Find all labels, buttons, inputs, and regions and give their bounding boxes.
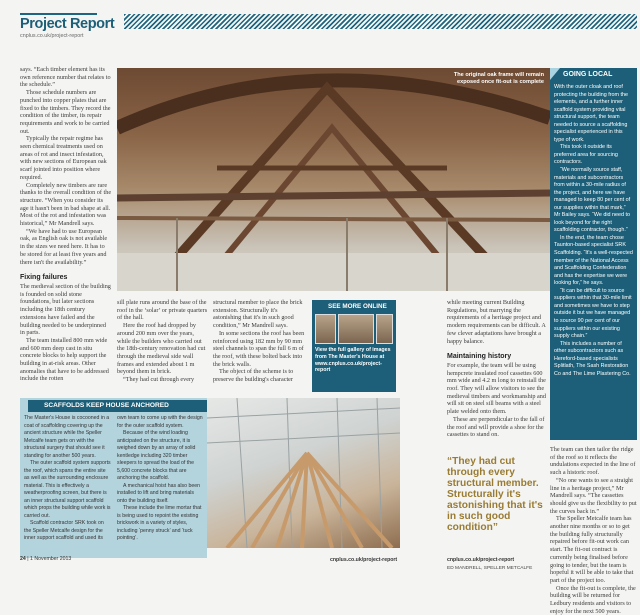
paragraph: Those schedule numbers are punched into copper plates that are fixed to the timbers. They record the condition of the timber, its repair requirements and work to be carried out. bbox=[20, 89, 111, 135]
scaffold-roof-photo bbox=[207, 398, 400, 548]
paragraph: own team to come up with the design for the outer scaffold system. bbox=[117, 415, 203, 429]
paragraph: The Master's House is cocooned in a coat of scaffolding covering up the ancient structure while the Speller Metcalfe team gets on with the structural surgery that should see it standing for another 500 years. bbox=[24, 415, 110, 459]
footer-url-left[interactable]: cnplus.co.uk/project-report bbox=[330, 557, 398, 563]
paragraph: This took it outside its preferred area for sourcing contractors. bbox=[554, 144, 618, 166]
paragraph: For example, the team will be using hempcrete insulated roof cassettes 600 mm wide and 4.2 m long to reinstall the roof. They will allow visitors to see the medieval timbers and workmanship and will sit on steel sill beams with a steel plate welded onto them. bbox=[447, 361, 546, 416]
gallery-thumbnail[interactable] bbox=[376, 314, 393, 344]
paragraph: These are perpendicular to the fall of the roof and will provide a shoe for the cassettes to stand on. bbox=[447, 415, 545, 439]
roof-timbers-illustration bbox=[117, 68, 550, 291]
scaffolds-title: SCAFFOLDS KEEP HOUSE ANCHORED bbox=[28, 400, 228, 412]
footer-separator: | bbox=[25, 556, 31, 562]
paragraph: “They had cut through every bbox=[123, 376, 195, 384]
paragraph: The outer scaffold system supports the roof, which spans the entire site as well as the surrounding enclosure material. This is effectively a weatherproofing screen, but there is an inner structural support scaffold which props the building while work is carried out. bbox=[24, 460, 111, 519]
scaffolds-sidebar bbox=[20, 398, 207, 558]
going-local-sidebar bbox=[550, 68, 637, 440]
column-5 bbox=[550, 446, 637, 615]
see-more-text: View the full gallery of images from The Master's House at bbox=[315, 347, 391, 360]
header-hatch-bar bbox=[124, 14, 637, 29]
paragraph: These include the lime mortar that is being used to repoint the existing brickwork in a variety of styles, including ‘penny struck’ and ‘tuck pointing’. bbox=[117, 505, 202, 541]
photo-caption: The original oak frame will remain exposed once fit-out is complete bbox=[453, 72, 544, 85]
section-title: Project Report bbox=[20, 16, 115, 32]
paragraph: while meeting current Building Regulations, but marrying the requirements of a heritage project and modern requirements can be difficult. A few clever adaptations have brought a happy balance. bbox=[447, 299, 546, 345]
paragraph: “We have had to use European oak, as English oak is not available in the sizes we need here. It has to be stored for at least five years and there isn't the availability.” bbox=[20, 227, 108, 266]
see-more-title: SEE MORE ONLINE bbox=[328, 303, 387, 310]
paragraph: says. “Each timber element has its own reference number that relates to the schedule.” bbox=[20, 66, 111, 89]
gallery-thumbnail[interactable] bbox=[315, 314, 336, 344]
paragraph: Typically the repair regime has seen chemical treatments used on areas of rot and insect infestation, with new sections of European oak scarf jointed into position where required. bbox=[20, 135, 107, 181]
going-local-title: GOING LOCAL bbox=[563, 71, 613, 78]
paragraph: The object of the scheme is to preserve the building's character bbox=[213, 368, 294, 384]
paragraph: Once the fit-out is complete, the building will be returned for Ledbury residents and visitors to enjoy for the next 500 years. bbox=[550, 584, 636, 615]
paragraph: sill plate runs around the base of the roof in the ‘solar’ or private quarters of the hall. bbox=[117, 299, 208, 322]
paragraph: This includes a number of other subcontractors such as Hereford-based specialists Splitlath, The Sash Restoration Co and The Lime Plastering Co. bbox=[554, 340, 631, 377]
page-footer-folio bbox=[20, 556, 71, 562]
paragraph: “We normally source staff, materials and subcontractors from within a 30-mile radius of the project, and here we have managed to keep 80 per cent of our supplies within that mark,” Mr Bailey says. “We did need to look beyond for the right scaffolding contractor, though.” bbox=[554, 167, 631, 234]
paragraph: Scaffold contractor SRK took on the Speller Metcalfe design for the inner support scaffold and used its bbox=[24, 520, 104, 541]
column-1 bbox=[20, 66, 112, 383]
scaffolds-column-2 bbox=[117, 415, 205, 543]
sidebar-corner-tab bbox=[550, 68, 560, 80]
paragraph: Completely new timbers are rare thanks to the overall condition of the structure. “When you consider its age it hasn't been in bad shape at all. Most of the rot and infestation was historical,” Mr Mandrell says. bbox=[20, 181, 112, 228]
see-more-online-box[interactable] bbox=[312, 300, 396, 392]
paragraph: structural member to place the brick extension. Structurally it's astonishing that it's in such good condition,” Mr Mandrell says. bbox=[213, 299, 303, 330]
paragraph: Here the roof had dropped by around 200 mm over the years, while the builders who carried out the 18th-century renovation had cut through the medieval side wall frames and extended about 1 m beyond them in brick. bbox=[117, 322, 206, 376]
paragraph: In some sections the roof has been reinforced using 182 mm by 90 mm steel channels to span the full 6 m of the roof, with these bolted back into the brick walls. bbox=[213, 329, 305, 368]
quote-attribution: ED MANDRELL, SPELLER METCALFE bbox=[447, 566, 533, 571]
issue-date: 1 November 2013 bbox=[30, 556, 72, 562]
column-4 bbox=[447, 299, 547, 439]
page-number: 24 bbox=[20, 556, 26, 562]
footer-url-right[interactable]: cnplus.co.uk/project-report bbox=[447, 557, 515, 563]
see-more-link[interactable]: www.cnplus.co.uk/project-report bbox=[315, 360, 382, 374]
paragraph: “It can be difficult to source suppliers within that 30-mile limit and sometimes we have to step outside it but we have managed to source 90 per cent of our suppliers within our existing supply chain.” bbox=[554, 287, 632, 340]
paragraph: With the outer cloak and roof protecting the building from the elements, and a further inner scaffold system providing vital structural support, the team needed to source a scaffolding specialist experienced in this type of work. bbox=[554, 84, 629, 143]
paragraph: A mechanical hoist has also been installed to lift and bring materials onto the building itself. bbox=[117, 482, 200, 504]
pull-quote: “They had cut through every structural member. Structurally it's astonishing that it's in such good condition” bbox=[447, 456, 543, 533]
section-url: cnplus.co.uk/project-report bbox=[20, 33, 84, 39]
scaffold-illustration bbox=[207, 398, 400, 548]
column-2 bbox=[117, 299, 209, 384]
column-3 bbox=[213, 299, 307, 384]
paragraph: The team installed 800 mm wide and 600 mm deep cast in situ concrete blocks to help support the building in at-risk areas. Other anomalies that have to be addressed include the rotten bbox=[20, 336, 109, 383]
paragraph: In the end, the team chose Taunton-based specialist SRK Scaffolding. “It's a well-respected member of the National Access and Scaffolding Confederation and has the expertise we were looking for,” he says. bbox=[554, 234, 633, 287]
subheading-maintaining-history: Maintaining history bbox=[447, 353, 512, 361]
paragraph: “No one wants to see a straight line in a heritage project,” Mr Mandrell says. “The cassettes should give us the flexibility to put the curves back in.” bbox=[550, 476, 637, 515]
paragraph: The Speller Metcalfe team has another nine months or so to get the building fully structurally repaired before fit-out work can start. The fit-out contract is currently being finalised before going to tender, but the team is hopeful it will be able to take that part of the project too. bbox=[550, 515, 634, 584]
header-rule bbox=[20, 13, 97, 15]
subheading-fixing-failures: Fixing failures bbox=[20, 274, 68, 282]
gallery-thumbnails[interactable] bbox=[315, 314, 393, 344]
paragraph: The medieval section of the building is founded on solid stone foundations, but later sections including the 18th century extensions have failed and the building needed to be underpinned in parts. bbox=[20, 282, 111, 337]
paragraph: The team can then tailor the ridge of the roof so it reflects the undulations expected in the line of such a historic roof. bbox=[550, 446, 636, 477]
scaffolds-column-1 bbox=[24, 415, 112, 543]
gallery-thumbnail[interactable] bbox=[338, 314, 374, 344]
paragraph: Because of the wind loading anticipated on the structure, it is weighed down by an array of solid kentledge including 320 timber sleepers to spread the load of the 5,600 concrete blocks that are anchoring the scaffold. bbox=[117, 430, 196, 481]
roof-timber-photo bbox=[117, 68, 550, 291]
